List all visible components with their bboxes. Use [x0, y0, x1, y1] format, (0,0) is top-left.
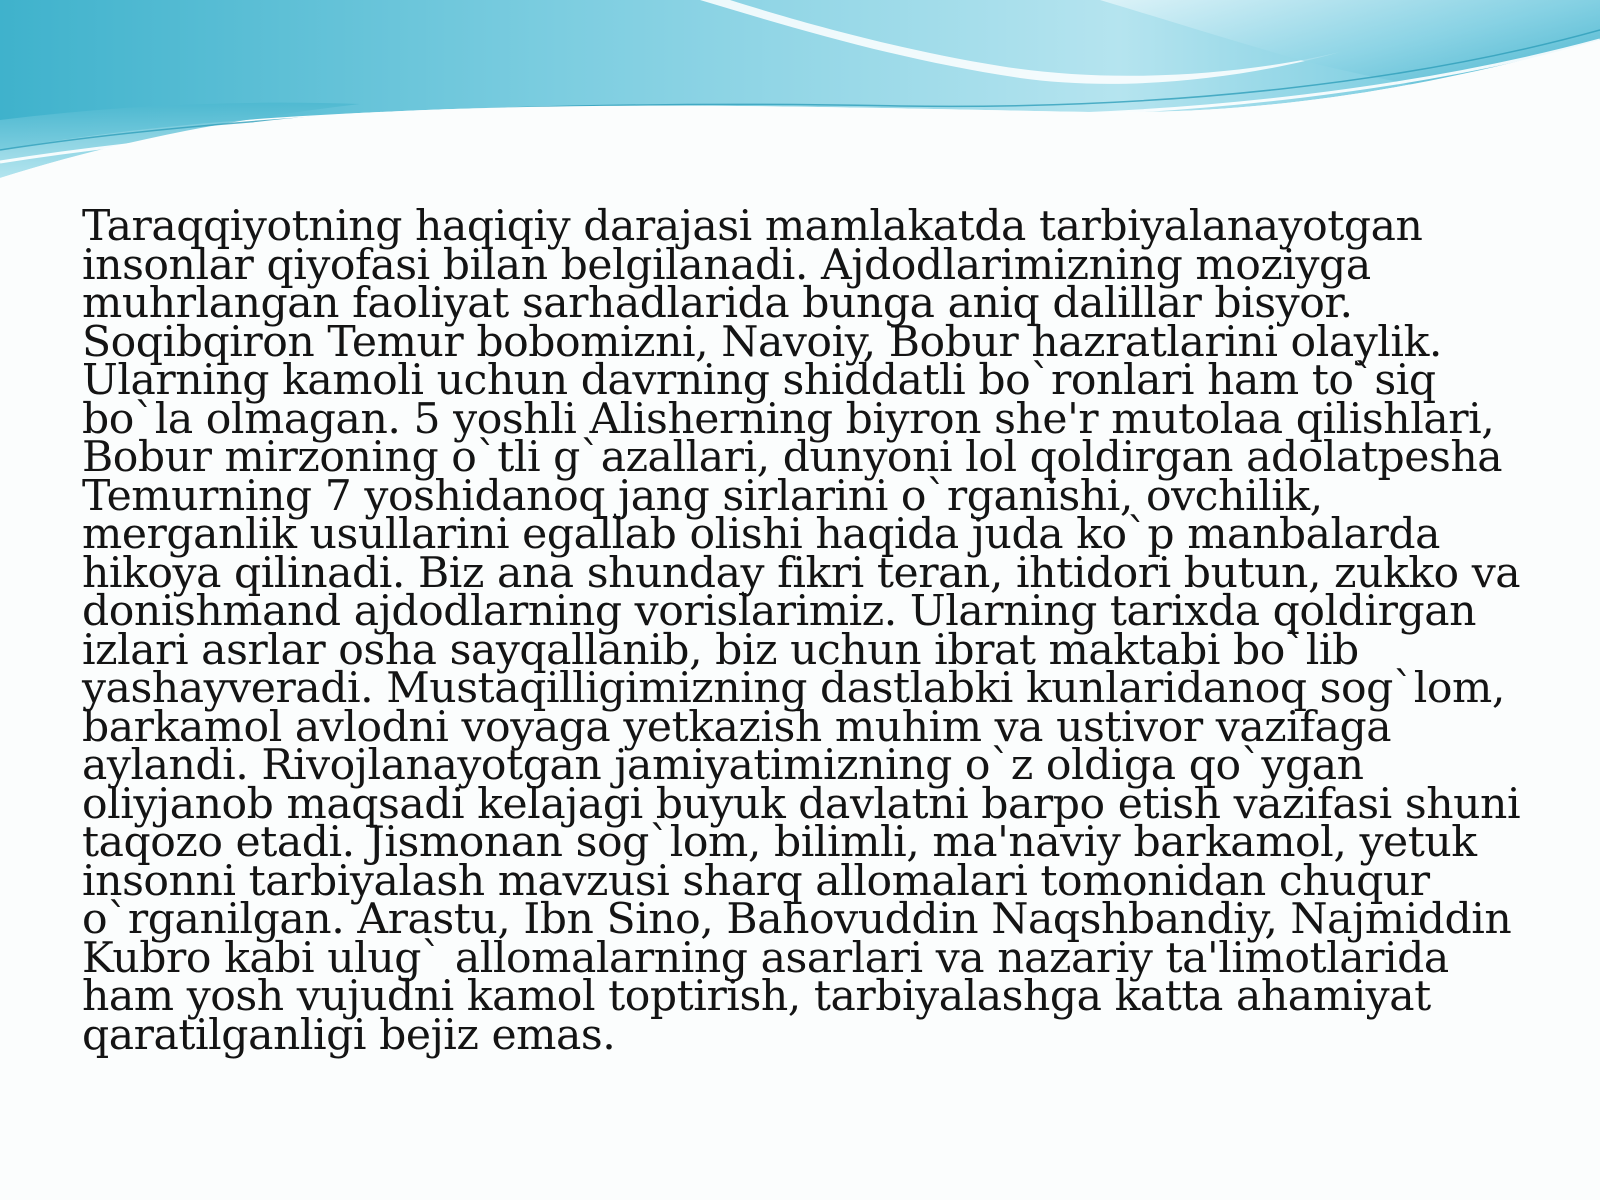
decorative-wave-header — [0, 0, 1600, 200]
body-paragraph: Taraqqiyotning haqiqiy darajasi mamlakatda tarbiyalanayotgan insonlar qiyofasi bilan belgilanadi. Ajdodlarimizning moziyga muhrlangan faoliyat sarhadlarida bunga aniq dalillar bisyor. Soqibqiron Temur bobomizni, Navoiy, Bobur hazratlarini olaylik. Ularning kamoli uchun davrning shiddatli bo`ronlari ham to`siq bo`la olmagan. 5 yoshli Alisherning biyron she'r mutolaa qilishlari, Bobur mirzoning o`tli g`azallari, dunyoni lol qoldirgan adolatpesha Temurning 7 yoshidanoq jang sirlarini o`rganishi, ovchilik, merganlik usullarini egallab olishi haqida juda ko`p manbalarda hikoya qilinadi. Biz ana shunday fikri teran, ihtidori butun, zukko va donishmand ajdodlarning vorislarimiz. Ularning tarixda qoldirgan izlari asrlar osha sayqallanib, biz uchun ibrat maktabi bo`lib yashayveradi. Mustaqilligimizning dastlabki kunlaridanoq sog`lom, barkamol avlodni voyaga yetkazish muhim va ustivor vazifaga aylandi. Rivojlanayotgan jamiyatimizning o`z oldiga qo`ygan oliyjanob maqsadi kelajagi buyuk davlatni barpo etish vazifasi shuni taqozo etadi. Jismonan sog`lom, bilimli, ma'naviy barkamol, yetuk insonni tarbiyalash mavzusi sharq allomalari tomonidan chuqur o`rganilgan. Arastu, Ibn Sino, Bahovuddin Naqshbandiy, Najmiddin Kubro kabi ulug` allomalarning asarlari va nazariy ta'limotlarida ham yosh vujudni kamol toptirish, tarbiyalashga katta ahamiyat qaratilganligi bejiz emas. — [82, 202, 1521, 1060]
